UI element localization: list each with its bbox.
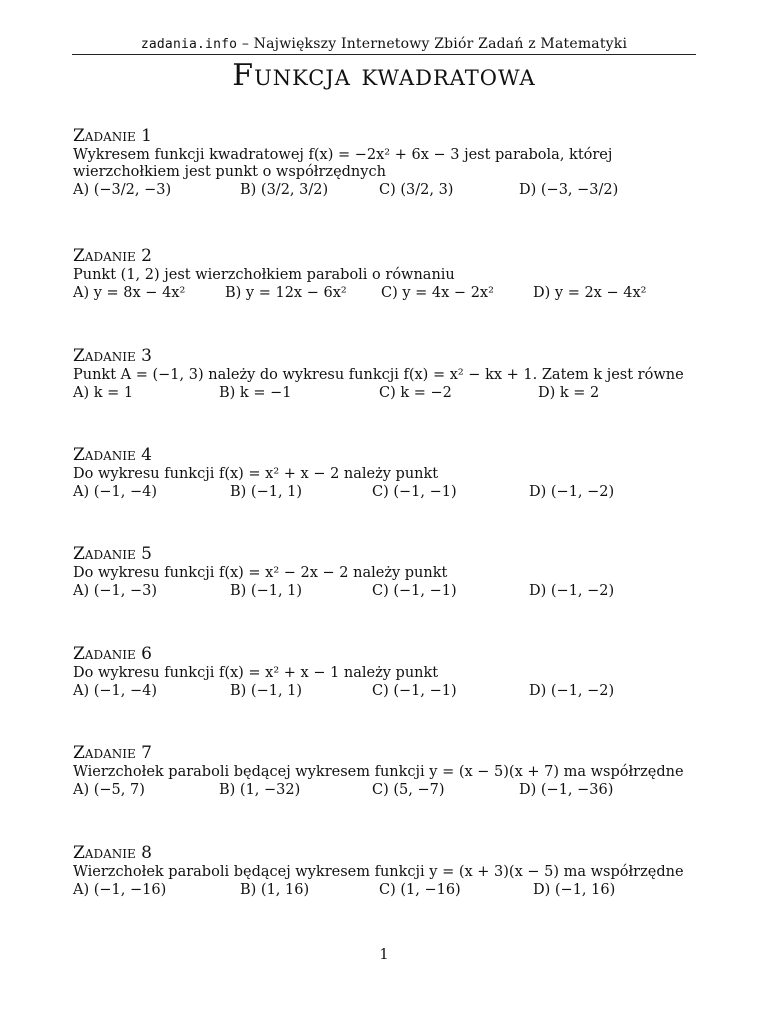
answer-b: B) (3/2, 3/2) (240, 182, 329, 198)
answer-c: C) (5, −7) (372, 782, 445, 798)
answer-options (73, 285, 713, 305)
site-name: zadania.info (140, 37, 238, 52)
answer-b: B) (−1, 1) (230, 484, 303, 500)
answer-c: C) (3/2, 3) (379, 182, 454, 198)
task-heading: Zadanie 4 (73, 445, 152, 465)
answer-d: D) k = 2 (538, 385, 600, 401)
task-question: Punkt A = (−1, 3) należy do wykresu funkcji f(x) = x² − kx + 1. Zatem k jest równe (73, 367, 684, 383)
answer-c: C) (−1, −1) (372, 583, 457, 599)
answer-a: A) (−5, 7) (73, 782, 145, 798)
task-heading: Zadanie 6 (73, 644, 152, 664)
answer-options (73, 385, 713, 405)
task-5 (73, 546, 713, 603)
answer-b: B) (1, −32) (219, 782, 301, 798)
task-3 (73, 348, 713, 405)
answer-a: A) (−1, −16) (73, 882, 167, 898)
answer-a: A) (−1, −3) (73, 583, 158, 599)
answer-c: C) (−1, −1) (372, 484, 457, 500)
task-heading: Zadanie 5 (73, 544, 152, 564)
task-4 (73, 447, 713, 504)
answer-options (73, 484, 713, 504)
task-heading: Zadanie 8 (73, 843, 152, 863)
task-question: Wierzchołek paraboli będącej wykresem funkcji y = (x + 3)(x − 5) ma współrzędne (73, 864, 684, 880)
task-heading: Zadanie 2 (73, 246, 152, 266)
answer-b: B) (1, 16) (240, 882, 310, 898)
answer-a: A) (−1, −4) (73, 683, 158, 699)
answer-b: B) (−1, 1) (230, 583, 303, 599)
task-question: Do wykresu funkcji f(x) = x² − 2x − 2 należy punkt (73, 565, 448, 581)
task-question: Do wykresu funkcji f(x) = x² + x − 2 należy punkt (73, 466, 439, 482)
answer-c: C) (−1, −1) (372, 683, 457, 699)
answer-c: C) k = −2 (379, 385, 452, 401)
page-header (72, 36, 696, 55)
answer-a: A) y = 8x − 4x² (73, 285, 186, 301)
answer-d: D) (−1, −36) (519, 782, 614, 798)
answer-a: A) (−1, −4) (73, 484, 158, 500)
answer-b: B) y = 12x − 6x² (225, 285, 347, 301)
answer-c: C) y = 4x − 2x² (381, 285, 494, 301)
answer-d: D) (−3, −3/2) (519, 182, 619, 198)
task-7 (73, 745, 713, 802)
answer-d: D) y = 2x − 4x² (533, 285, 647, 301)
answer-options (73, 782, 713, 802)
task-question: Punkt (1, 2) jest wierzchołkiem paraboli o równaniu (73, 267, 455, 283)
task-heading: Zadanie 1 (73, 126, 152, 146)
answer-a: A) k = 1 (73, 385, 134, 401)
answer-b: B) (−1, 1) (230, 683, 303, 699)
answer-options (73, 182, 713, 202)
task-heading: Zadanie 7 (73, 743, 152, 763)
task-6 (73, 646, 713, 703)
page-title: Funkcja kwadratowa (232, 58, 536, 93)
task-2 (73, 248, 713, 305)
answer-b: B) k = −1 (219, 385, 292, 401)
answer-d: D) (−1, −2) (529, 583, 615, 599)
answer-c: C) (1, −16) (379, 882, 461, 898)
task-heading: Zadanie 3 (73, 346, 152, 366)
answer-options (73, 683, 713, 703)
page-number: 1 (379, 947, 389, 963)
task-1 (73, 128, 713, 202)
answer-d: D) (−1, −2) (529, 683, 615, 699)
answer-d: D) (−1, 16) (533, 882, 616, 898)
answer-d: D) (−1, −2) (529, 484, 615, 500)
answer-a: A) (−3/2, −3) (73, 182, 172, 198)
task-question: Do wykresu funkcji f(x) = x² + x − 1 należy punkt (73, 665, 439, 681)
site-subtitle: – Największy Internetowy Zbiór Zadań z Matematyki (237, 36, 628, 52)
task-question: Wykresem funkcji kwadratowej f(x) = −2x² + 6x − 3 jest parabola, której wierzchołkiem jest punkt o współrzędnych (73, 147, 613, 180)
answer-options (73, 882, 713, 902)
task-8 (73, 845, 713, 902)
task-question: Wierzchołek paraboli będącej wykresem funkcji y = (x − 5)(x + 7) ma współrzędne (73, 764, 684, 780)
answer-options (73, 583, 713, 603)
